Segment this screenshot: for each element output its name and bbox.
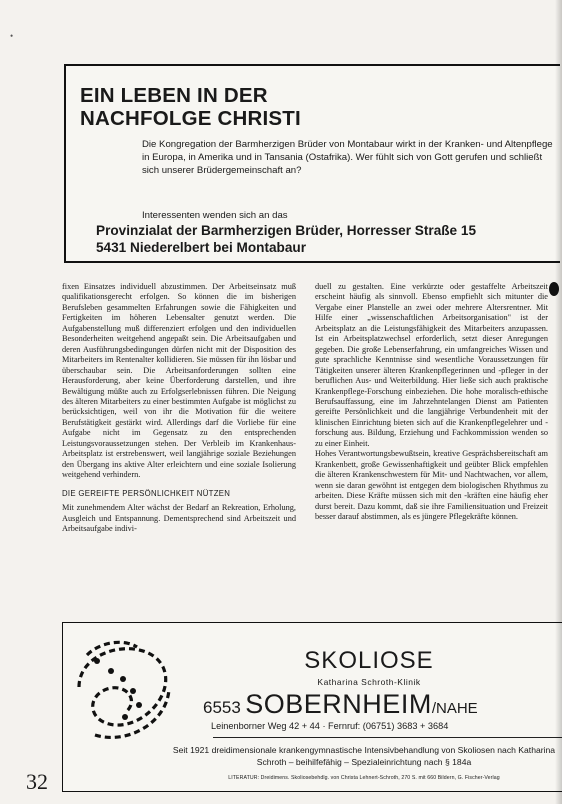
ad-address (96, 222, 556, 256)
article-paragraph: Mit zunehmendem Alter wächst der Bedarf an Rekreation, Erholung, Ausgleich und Entspannung. Dementsprechend sind Arbeitszeit und Arbeitsaufgabe indivi- (62, 503, 296, 533)
clinic-title: SKOLIOSE (304, 647, 434, 674)
section-heading: DIE GEREIFTE PERSÖNLICHKEIT NÜTZEN (62, 488, 231, 498)
clinic-description: Seit 1921 dreidimensionale krankengymnastische Intensivbehandlung von Skoliosen nach Katharina Schroth – beihilfefähig – Spezialeinrichtung nach § 184a (172, 745, 556, 767)
divider (213, 737, 562, 738)
ad-address-line1: Provinzialat der Barmherzigen Brüder, Horresser Straße 15 (96, 223, 477, 238)
article-column-left (62, 282, 296, 534)
ad-address-line2: 5431 Niederelbert bei Montabaur (96, 240, 307, 255)
bottom-advertisement (62, 622, 562, 792)
margin-mark: • (10, 31, 14, 41)
article-column-right (315, 282, 548, 522)
clinic-city-suffix: /NAHE (431, 700, 478, 717)
ad-headline-line2: NACHFOLGE CHRISTI (80, 107, 301, 130)
article-paragraph: Hohes Verantwortungsbewußtsein, kreative Gesprächsbereitschaft am Krankenbett, große Gewissenhaftigkeit und geübter Blick empfehlen die älteren Krankenschwestern für Mit- und Nachtwachen, vor allem, wenn sie daran gewöhnt ist entgegen dem biologischen Rhythmus zu arbeiten. Diese Kräfte müssen sich mit den -kräften eine häufig eher durst bereit. Dazu kommt, daß sie ihre Familiensituation und Freizeit besser darauf abstimmen, als es jüngere Pflegekräfte können. (315, 449, 548, 521)
top-advertisement (64, 64, 560, 263)
clinic-literature-footer: LITERATUR: Dreidimens. Skoliosebehdlg. von Christa Lehnert-Schroth, 270 S. mit 660 Bildern, G. Fischer-Verlag (228, 775, 500, 781)
ad-contact-intro: Interessenten wenden sich an das (142, 210, 288, 221)
page-edge-shadow (555, 0, 562, 804)
ad-headline-line1: EIN LEBEN IN DER (80, 84, 268, 107)
spine-swirl-logo (67, 627, 177, 745)
clinic-street-phone: Leinenborner Weg 42 + 44 · Fernruf: (06751) 3683 + 3684 (211, 721, 449, 731)
article-paragraph: duell zu gestalten. Eine verkürzte oder gestaffelte Arbeitszeit erscheint häufig als sinnvoll. Ebenso empfiehlt sich mitunter die Vergabe einer Planstelle an zwei oder mehrere Altersrentner. Mit Hilfe einer „wissenschaftlichen Arbeitsorganisation" ist der Arbeitsplatz an die Leistungsfähigkeit des Mitarbeiters anzupassen. Ist ein Arbeitsplatzwechsel erforderlich, setzt dieser Anregungen gegeben. Die große Lebenserfahrung, ein umfangreiches Wissen und gute sprachliche Kenntnisse sind wesentliche Voraussetzungen für Tätigkeiten unserer älteren Krankenpflegerinnen und -pfleger in der beruflichen Aus- und Weiterbildung. Hier ließe sich auch praktische Krankenpflege-Forschung einbeziehen. Die hohe moralisch-ethische Berufsauffassung, eine im Jahrzehntelangen Dienst am Patienten gereifte Persönlichkeit und die langjährige Verbundenheit mit der klinischen Einrichtung bieten sich auf die Krankenpflegelehrer und -forschung aus. Bildung, Erziehung und Fachkommission wenden so zu einer Einheit. (315, 282, 548, 448)
article-paragraph: fixen Einsatzes individuell abzustimmen. Der Arbeitseinsatz muß qualifikationsgerecht erfolgen. So können die im bisherigen Berufsleben gesammelten Erfahrungen sowie die Fähigkeiten und Fertigkeiten im höheren Lebensalter genutzt werden. Die Aufgabenstellung muß differenziert erfolgen und den individuellen Besonderheiten weitgehend angepaßt sein. Die Arbeitsaufgaben und deren Ausführungsbedingungen dürfen nicht mit der Disposition des Mitarbeiters im Rentenalter kollidieren. Sie müssen für ihn lösbar und überschaubar sein. Die Arbeitsanforderungen sollten eine Herausforderung, aber keine Überforderung darstellen, und ihre Bewältigung müßte auch zu Erfolgserlebnissen führen. Die Neigung des älteren Mitarbeiters zu einer bestimmten Aufgabe ist möglichst zu berücksichtigen, weil von ihr die Motivation für die weitere Berufstätigkeit gestärkt wird. Allerdings darf die Vorliebe für eine Aufgabe nicht im Gegensatz zu den entsprechenden Leistungsvoraussetzungen stehen. Der Verbleib im Krankenhaus-Arbeitsplatz ist erstrebenswert, weil langjährige soziale Beziehungen den Übergang ins aktive Alter erleichtern und eine soziale Isolierung weitgehend verhindern. (62, 282, 296, 480)
clinic-city-line (203, 689, 562, 720)
page-number: 32 (26, 769, 48, 794)
clinic-subtitle: Katharina Schroth-Klinik (317, 677, 421, 687)
ad-headline (80, 84, 460, 130)
ad-body-text: Die Kongregation der Barmherzigen Brüder von Montabaur wirkt in der Kranken- und Altenpflege in Europa, in Amerika und in Tansania (Ostafrika). Wer fühlt sich von Gott gerufen und schließt sich unserer Brüdergemeinschaft an? (142, 139, 553, 176)
clinic-zip: 6553 (203, 698, 241, 717)
clinic-city: SOBERNHEIM (245, 689, 432, 719)
